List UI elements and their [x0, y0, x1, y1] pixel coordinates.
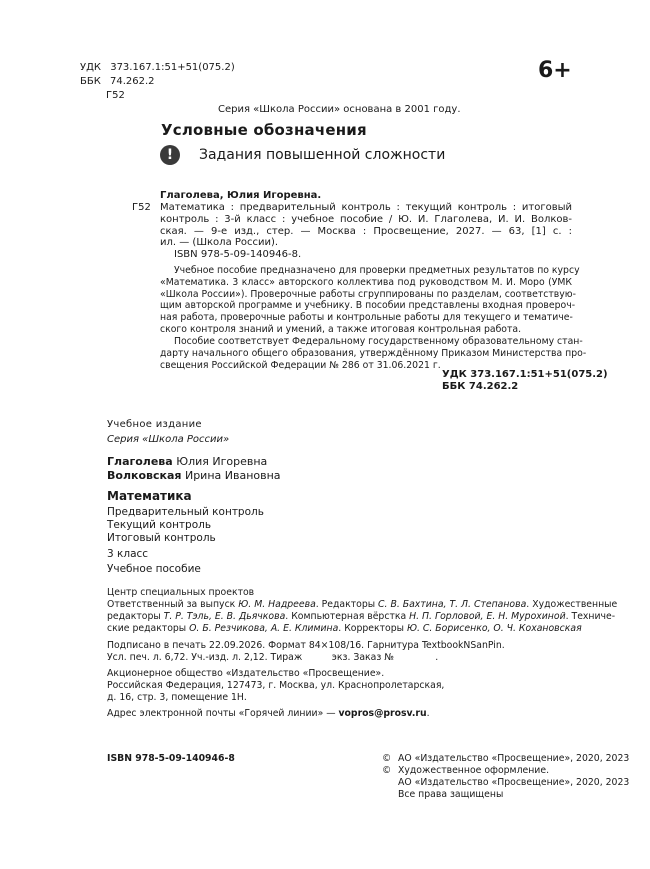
biblio-standard: Пособие соответствует Федеральному государственному образовательному стан- дарту начального общего образования, утверждённому Приказом Министерства про- свещения Российской Федерации № 286 от 31.06.2021 г. — [160, 336, 587, 371]
age-rating: 6+ — [538, 58, 572, 83]
copyright-symbol-2: © — [382, 765, 392, 776]
publisher-address-1: Российская Федерация, 127473, г. Москва, ул. Краснопролетарская, — [107, 680, 445, 691]
copyright-line-2: Художественное оформление. — [398, 765, 550, 776]
series-note: Серия «Школа России» основана в 2001 году. — [218, 104, 461, 115]
copyright-line-3: АО «Издательство «Просвещение», 2020, 2023 — [398, 777, 630, 788]
grade: 3 класс — [107, 548, 149, 560]
edition-type: Учебное издание — [107, 419, 202, 430]
bbk-header: ББК 74.262.2 — [80, 76, 155, 87]
biblio-isbn: ISBN 978-5-09-140946-8. — [174, 249, 302, 260]
copyright-line-1: АО «Издательство «Просвещение», 2020, 2023 — [398, 753, 630, 764]
edition-kind: Учебное пособие — [107, 563, 201, 575]
email-link[interactable]: vopros@prosv.ru — [338, 708, 427, 719]
subject-title: Математика — [107, 489, 192, 503]
legend-title: Условные обозначения — [161, 121, 367, 139]
footer-isbn: ISBN 978-5-09-140946-8 — [107, 753, 235, 764]
biblio-bbk: ББК 74.262.2 — [442, 381, 519, 392]
imprint-responsible: Ответственный за выпуск Ю. М. Надреева. Редакторы С. В. Бахтина, Т. Л. Степанова. Художественные редакторы Т. Р. Тэль, Е. В. Дьячкова. Компьютерная вёрстка Н. П. Горловой, Е. Н. Мурохиной. Техниче- ские редакторы О. Б. Резчикова, А. Е. Климина. Корректоры Ю. С. Борисенко, О. Ч. Кохановская — [107, 599, 618, 634]
udk-header: УДК 373.167.1:51+51(075.2) — [80, 62, 235, 73]
author-2: Волковская Ирина Ивановна — [107, 469, 281, 482]
copyright-symbol-1: © — [382, 753, 392, 764]
legend-item-advanced-tasks: Задания повышенной сложности — [199, 147, 446, 163]
print-volume: Усл. печ. л. 6,72. Уч.-изд. л. 2,12. Тираж экз. Заказ № . — [107, 652, 439, 663]
part-1: Предварительный контроль — [107, 506, 264, 518]
biblio-author: Глаголева, Юлия Игоревна. — [160, 190, 322, 201]
publisher-address-2: д. 16, стр. 3, помещение 1Н. — [107, 692, 247, 703]
copyright-line-4: Все права защищены — [398, 789, 504, 800]
part-2: Текущий контроль — [107, 519, 212, 531]
print-signed: Подписано в печать 22.09.2026. Формат 84×108/16. Гарнитура TextbookNSanPin. — [107, 640, 505, 651]
classification-code: Г52 — [106, 90, 125, 101]
biblio-description: Математика : предварительный контроль : текущий контроль : итоговый контроль : 3-й класс : учебное пособие / Ю. И. Глаголева, И. И. Волков- ская. — 9-е изд., стер. — Москва : Просвещение, 2027. — 63, [1] с. : ил. — (Школа России). — [160, 202, 572, 249]
part-3: Итоговый контроль — [107, 532, 216, 544]
author-1: Глаголева Юлия Игоревна — [107, 455, 268, 468]
exclamation-icon: ! — [160, 145, 180, 165]
biblio-abstract: Учебное пособие предназначено для проверки предметных результатов по курсу «Математика. 3 класс» авторского коллектива под руководством М. И. Моро (УМК «Школа России»). Проверочные работы сгруппированы по разделам, соответствую- щим авторской программе и учебнику. В пособии представлены входная провероч- ная работа, проверочные работы и контрольные работы для текущего и тематиче- ского контроля знаний и умений, а также итоговая контрольная работа. — [160, 265, 580, 335]
hotline-email: Адрес электронной почты «Горячей линии» — vopros@prosv.ru. — [107, 708, 430, 719]
biblio-udk: УДК 373.167.1:51+51(075.2) — [442, 369, 608, 380]
imprint-center: Центр специальных проектов — [107, 587, 255, 598]
edition-series: Серия «Школа России» — [107, 434, 230, 445]
biblio-code: Г52 — [132, 202, 151, 213]
publisher-name: Акционерное общество «Издательство «Просвещение». — [107, 668, 385, 679]
